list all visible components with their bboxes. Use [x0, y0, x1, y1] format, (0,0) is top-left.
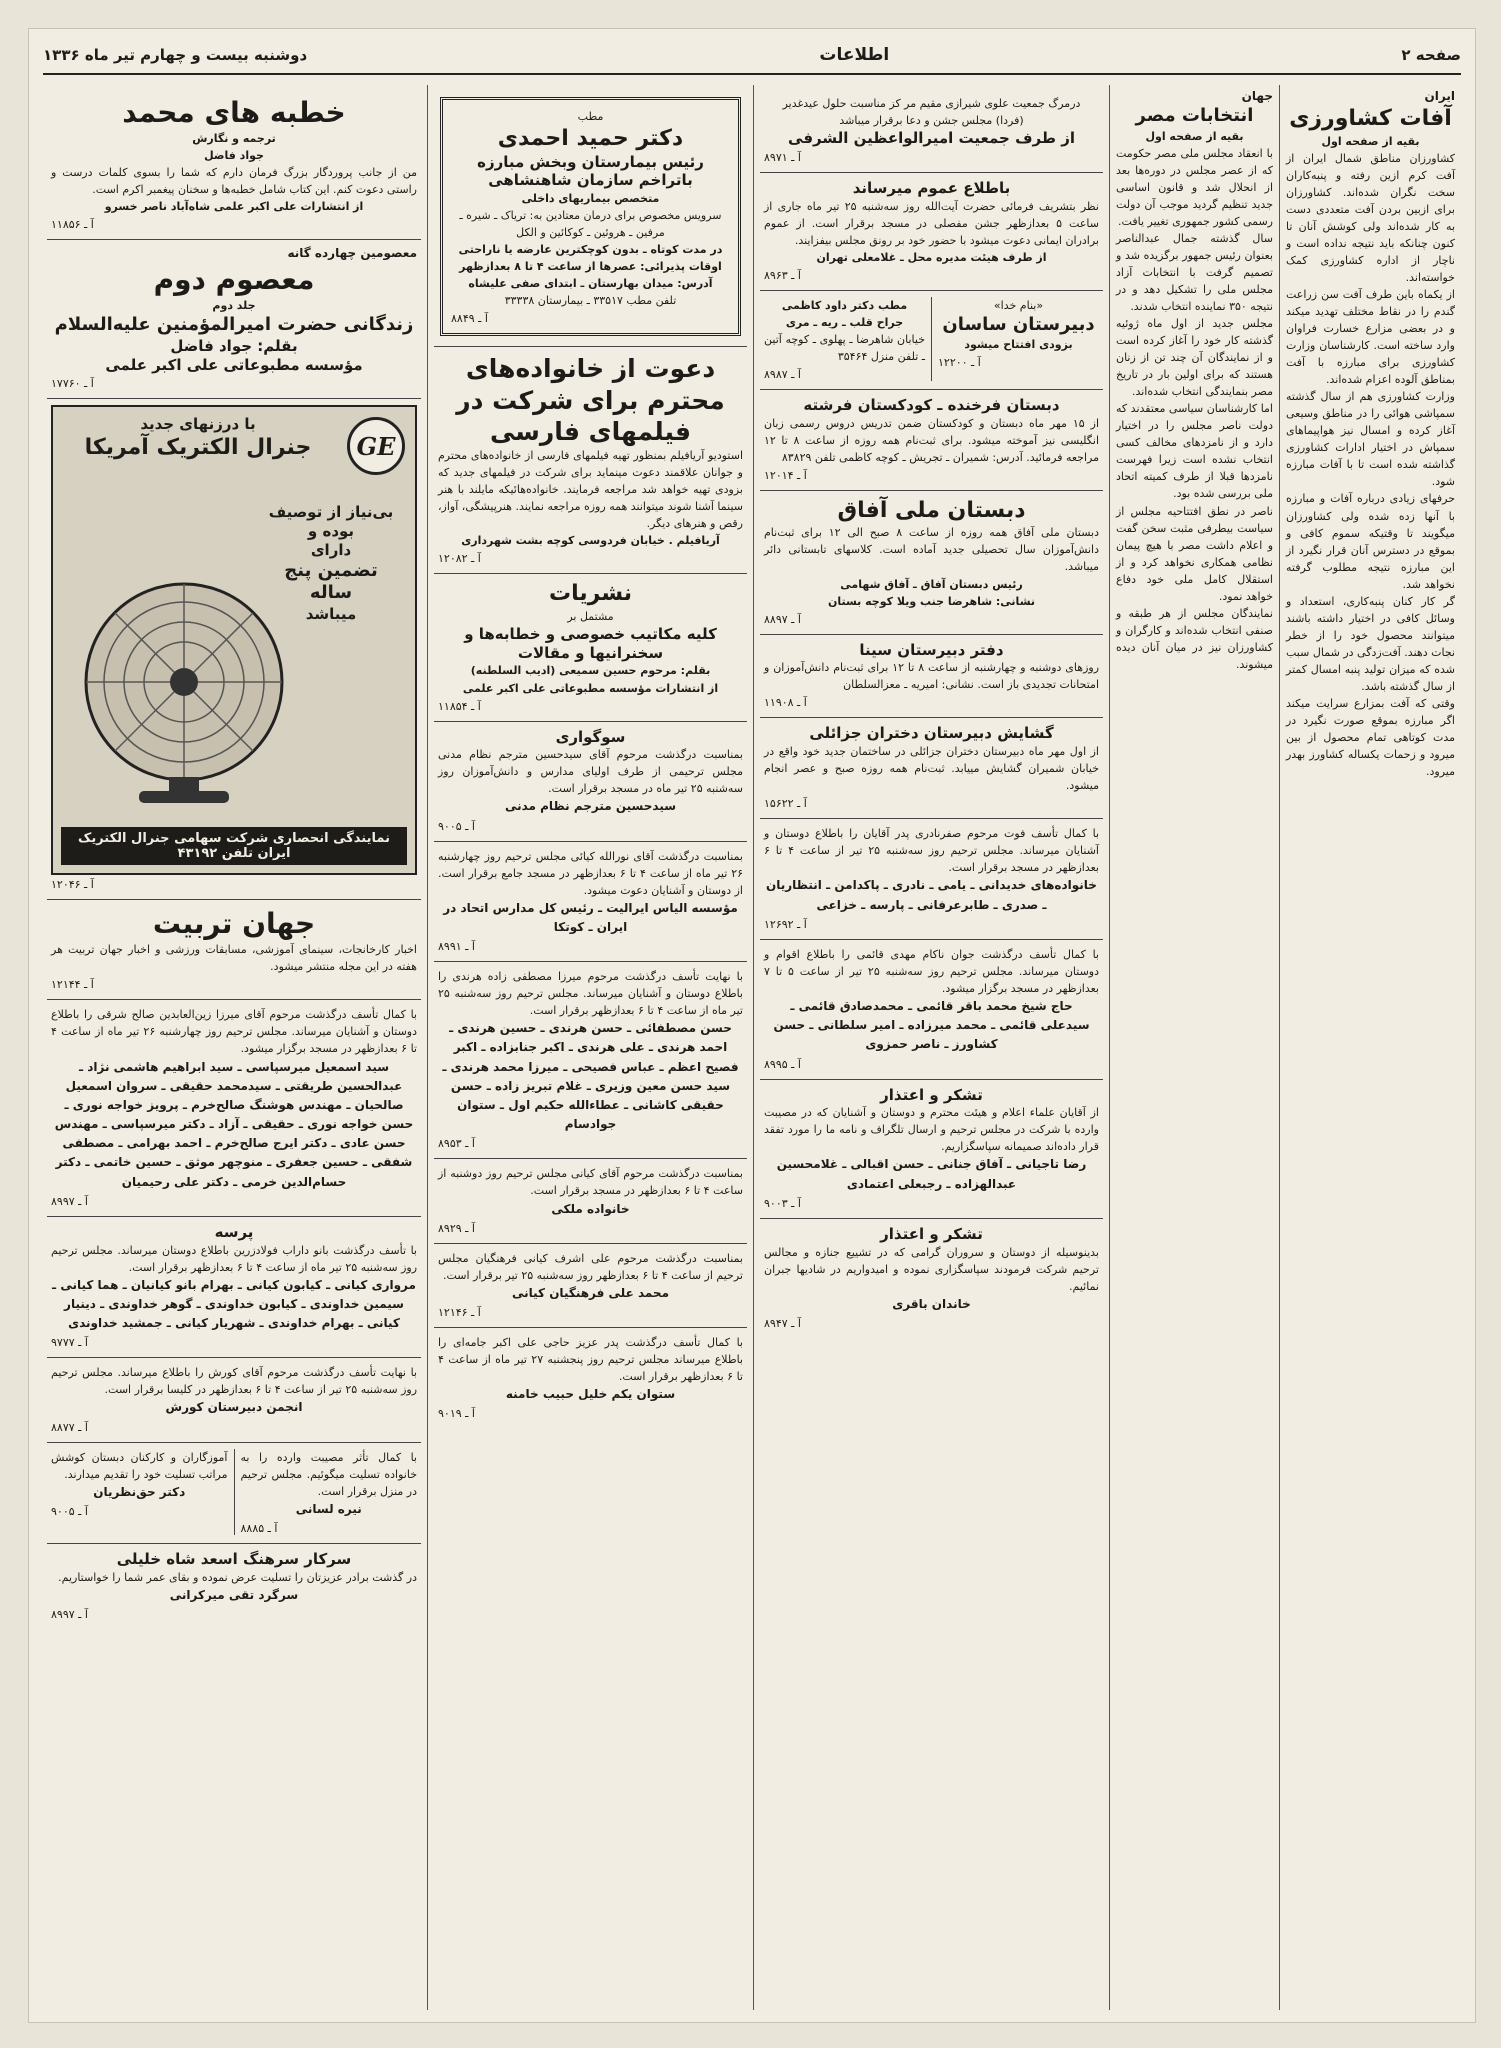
ad-body: استودیو آریافیلم بمنظور تهیه فیلمهای فارسی از خانواده‌های محترم و جوانان علاقمند دعوت مینماید برای شرکت در فیلمهای جدید که بزودی تهیه خواهد شد مراجعه فرمایند. خانواده‌هائیکه مایلند با هنر سینما آشنا شوند میتوانند همه روزه مراجعه نمایند. هنرپیشگی، آواز، رقص و هنرهای دیگر. — [438, 449, 743, 531]
ad-line: بی‌نیاز از توصیف بوده و — [268, 503, 394, 541]
condolence-salehi — [47, 1000, 421, 1216]
ad-code: آ ـ ۸۹۹۷ — [51, 1194, 88, 1208]
ad-title: دکتر حمید احمدی — [497, 126, 684, 152]
ad-tag: مطب — [577, 110, 604, 123]
ad-code: آ ـ ۸۹۸۷ — [764, 367, 801, 381]
ad-book-khotbeh — [47, 89, 421, 240]
condolence-ghaemi — [760, 940, 1103, 1080]
ad-body: روزهای دوشنبه و چهارشنبه از ساعت ۸ تا ۱۲ برای ثبت‌نام دانش‌آموزان و امتحانات تجدیدی باز است. نشانی: امیریه ـ معزالسلطان — [764, 661, 1100, 692]
ad-code: آ ـ ۸۹۵۳ — [438, 1137, 475, 1151]
ad-title: مطب دکتر داود کاظمی — [781, 298, 908, 312]
condolence-nadari — [760, 819, 1103, 940]
ad-body: از اول مهر ماه دبیرستان دختران جزائلی در ساختمان جدید خود واقع در خیابان شمیران گشایش مییابد. ثبت‌نام همه روزه صبح و عصر انجام میشود. — [764, 745, 1099, 793]
thanks-notice-1 — [760, 1080, 1103, 1219]
ad-code: آ ـ ۸۹۹۵ — [764, 1057, 801, 1071]
ad-code: آ ـ ۱۱۸۵۶ — [51, 218, 94, 232]
ad-sasan-school — [931, 297, 1099, 381]
ad-hours: اوقات پذیرائی: عصرها از ساعت ۴ تا ۸ بعدازظهر — [459, 260, 722, 274]
ad-code: آ ـ ۸۹۶۳ — [764, 268, 801, 282]
ad-distributor: نمایندگی انحصاری شرکت سهامی جنرال الکتریک ایران تلفن ۴۳۱۹۲ — [61, 827, 407, 865]
ad-spec: متخصص بیماریهای داخلی — [521, 192, 660, 206]
ad-code: آ ـ ۱۷۷۶۰ — [51, 377, 94, 391]
ge-logo: GE — [347, 417, 405, 475]
notice-nour-kiani — [434, 842, 747, 963]
ad-body: بدینوسیله از دوستان و سروران گرامی که در تشییع جنازه و مجالس ترحیم شرکت فرمودند سپاسگزاری نموده و امیدواریم در شادیها جبران نمائیم. — [764, 1245, 1099, 1293]
ad-title: دبستان ملی آفاق — [837, 497, 1026, 523]
ad-body: با کمال تأسف درگذشت جوان ناکام مهدی قائمی را باطلاع اقوام و دوستان میرساند. مجلس ترحیم روز سه‌شنبه ۲۵ تیر از ساعت ۵ تا ۷ بعدازظهر در مسجد برگزار میشود. — [764, 947, 1100, 995]
ad-names: مؤسسه الیاس ایرالیت ـ رئیس کل مدارس اتحاد در ایران ـ کوتکا — [443, 900, 738, 934]
article-paragraph: ناصر در نطق افتتاحیه مجلس از سیاست بیطرفی مثبت سخن گفت و اعلام داشت مصر با هیچ پیمان نظامی همکاری نخواهد کرد و از استقلال کامل ملی خود دفاع خواهد نمود. — [1116, 504, 1273, 603]
condolence-shahkhalili — [47, 1544, 421, 1629]
ad-body: با کمال تأسف فوت مرحوم صفرنادری پدر آقایان را باطلاع دوستان و آشنایان میرساند. مجلس ترحیم روز سه‌شنبه ۲۵ تیر از ساعت ۴ تا ۶ بعدازظهر در مسجد برقرار است. — [764, 827, 1099, 875]
ad-body: خیابان شاهرضا ـ پهلوی ـ کوچه آتین ـ تلفن منزل ۳۵۴۶۴ — [764, 332, 925, 363]
ad-sub: مشتمل بر — [567, 609, 614, 623]
newspaper-page — [28, 28, 1476, 2023]
ad-body: بمناسبت درگذشت مرحوم آقای کیانی مجلس ترحیم روز دوشنبه از ساعت ۴ تا ۶ بعدازظهر در مسجد برقرار است. — [438, 1167, 743, 1198]
newspaper-name: اطلاعات — [819, 45, 890, 65]
condolence-lesani — [234, 1449, 418, 1535]
ad-title: خطبه های محمد — [122, 96, 346, 129]
ad-names: ستوان یکم خلیل حبیب خامنه — [505, 1387, 676, 1402]
ad-sign: از طرف هیئت مدیره محل ـ غلامعلی تهران — [816, 250, 1047, 264]
ad-code: آ ـ ۱۲۰۴۶ — [51, 878, 94, 892]
article-paragraph: با انعقاد مجلس ملی مصر حکومت که از عصر مجلس در دوره‌ها بعد از انحلال شد و قانون اساسی جدید تنظیم گردید موجب آن دولت رسمی کشور جمهوری تغییر یافت. — [1116, 146, 1273, 228]
ad-title: پرسه — [214, 1222, 254, 1241]
ad-phone: تلفن مطب ۳۳۵۱۷ ـ بیمارستان ۳۳۳۳۸ — [504, 294, 677, 308]
ad-body: در گذشت برادر عزیزتان را تسلیت عرض نموده و بقای عمر شما را خواستاریم. — [58, 1570, 417, 1584]
ad-line: (فردا) مجلس جشن و دعا برقرار میباشد — [839, 114, 1024, 128]
ad-code: آ ـ ۸۹۷۱ — [764, 150, 801, 164]
ad-method: در مدت کوتاه ـ بدون کوچکترین عارضه یا ناراحتی — [458, 243, 723, 257]
condolence-kourosh — [47, 1358, 421, 1442]
ad-line: تضمین پنج ساله — [284, 559, 378, 604]
ad-code: آ ـ ۸۸۹۷ — [764, 612, 801, 626]
ad-names: سرگرد تقی میرکرانی — [169, 1587, 299, 1602]
ad-code: آ ـ ۹۰۰۵ — [438, 819, 475, 833]
ad-publisher: از انتشارات علی اکبر علمی شاه‌آباد ناصر خسرو — [104, 200, 364, 214]
ad-frame — [51, 405, 417, 875]
ad-sub: رئیس بیمارستان وبخش مبارزه باتراخم سازمان شاهنشاهی — [477, 152, 704, 190]
ad-body: از ۱۵ مهر ماه دبستان و کودکستان ضمن تدریس دروس رسمی زبان انگلیسی نیز آموخته میشود. برای ثبت‌نام همه روزه از ساعت ۸ تا ۱۲ مراجعه فرمائید. آدرس: شمیران ـ تجریش ـ کوچه کاظمی تلفن ۸۳۸۲۹ — [764, 416, 1100, 464]
ad-body: دبستان ملی آفاق همه روزه از ساعت ۸ صبح الی ۱۲ برای ثبت‌نام دانش‌آموزان سال تحصیلی جدید آماده است. کلاسهای تابستانی دائر میباشد. — [764, 526, 1099, 574]
article-paragraph: وزارت کشاورزی هم از سال گذشته سمپاشی هوائی را در مناطق وسیعی آغاز کرده و امسال نیز هواپیماهای سمپاش در اختیار ادارات کشاورزی گذاشته شده است تا با آفات مبارزه شود. — [1286, 390, 1455, 489]
ad-names: مرواری کیانی ـ کیابون کیانی ـ بهرام بانو کیانیان ـ هما کیانی ـ سیمین خداوندی ـ کیابون خداوندی ـ گوهر خداوندی ـ دینیار کیانی ـ بهرام خداوندی ـ شهریار کیانی ـ جمشید خداوندی — [52, 1277, 416, 1331]
article-title: انتخابات مصر — [1135, 105, 1254, 126]
ad-names: خانواده‌های خدیدانی ـ یامی ـ نادری ـ پاکدامن ـ انتظاریان ـ صدری ـ طابرعرفانی ـ پارسه ـ خزاعی — [766, 878, 1097, 912]
ad-title: سرکار سرهنگ اسعد شاه خلیلی — [116, 1549, 352, 1568]
ad-line: دارای — [310, 540, 352, 559]
article-paragraph: سال گذشته جمال عبدالناصر بعنوان رئیس جمهور برگزیده شد و تصمیم گرفت با انتخابات آزاد مجلس ملی را تشکیل دهد و در نتیجه ۳۵۰ نماینده انتخاب شدند. — [1116, 231, 1273, 313]
ad-title: باطلاع عموم میرساند — [852, 178, 1011, 197]
ad-sina-school — [760, 635, 1103, 719]
notice-kiani — [434, 1159, 747, 1243]
condolence-haghnazarian — [51, 1449, 228, 1535]
ad-line: درمرگ جمعیت علوی شیرازی مقیم مر کز مناسبت حلول عیدغدیر — [782, 97, 1081, 110]
ad-publisher: از انتشارات مؤسسه مطبوعاتی علی اکبر علمی — [462, 681, 719, 695]
ad-title: دعوت از خانواده‌های محترم برای شرکت در فیلمهای فارسی — [456, 354, 725, 446]
ad-code: آ ـ ۱۵۶۲۲ — [764, 797, 807, 811]
section-label: ایران — [1424, 89, 1455, 103]
ad-title: سوگواری — [555, 727, 626, 746]
ad-sub: کلیه مکاتیب خصوصی و خطابه‌ها و سخنرانیها و مقالات — [464, 624, 717, 662]
ad-code: آ ـ ۱۲۲۰۰ — [938, 356, 981, 370]
ad-sub: جراح قلب ـ ریه ـ مری — [785, 315, 904, 329]
ad-address: آریافیلم . خیابان فردوسی کوچه بشت شهرداری — [461, 534, 720, 548]
ad-code: آ ـ ۱۱۸۵۴ — [438, 699, 481, 713]
ad-sign: رئیس دبستان آفاق ـ آفاق شهامی — [840, 577, 1023, 591]
article-paragraph: اما کارشناسان سیاسی معتقدند که دولت ناصر مجلس را در اختیار دارد و از نامزدهای مخالف کسی انتخاب نشده است زیرا فهرست نامزدها قبلا از طرف کمیته اتحاد ملی بررسی شده بود. — [1116, 402, 1273, 501]
column-iran — [1279, 85, 1461, 2010]
section-label: جهان — [1241, 89, 1273, 103]
ad-body: من از جانب پروردگار بزرگ فرمان دارم که شما را بسوی کلمات درست و راستی دعوت کنم. این کتاب شامل خطبه‌ها و سخنان پیغمبر اکرم است. — [51, 166, 417, 197]
ad-body: با کمال تأثر مصیبت وارده را به خانواده تسلیت میگوئیم. مجلس ترحیم در منزل برقرار است. — [240, 1450, 417, 1498]
ad-names: رضا تاجیانی ـ آفاق جنانی ـ حسن اقبالی ـ غلامحسین عبدالهزاده ـ رجبعلی اعتمادی — [776, 1157, 1087, 1191]
ad-doctor-kazemi — [764, 297, 925, 381]
article-paragraph: از یکماه باین طرف آفت سن زراعت گندم را در نقاط مختلف تهدید میکند و در بعضی مزارع خسارت فراوان وارد ساخته است. کارشناسان وزارت کشاورزی برای مبارزه با آفت بمناطق آلوده اعزام شده‌اند. — [1286, 287, 1455, 387]
ad-code: آ ـ ۸۸۷۷ — [51, 1420, 88, 1434]
condolence-row — [47, 1443, 421, 1544]
ad-names: نیره لسانی — [295, 1501, 362, 1516]
ad-sub: ترجمه و نگارش — [192, 132, 276, 145]
ad-body: بمناسبت درگذشت مرحوم آقای سیدحسین مترجم نظام مدنی مجلس ترحیمی از طرف اولیای مدارس و دانش‌آموزان روز سه‌شنبه ۲۵ تیر ماه در مسجد برقرار است. — [438, 748, 743, 796]
ad-code: آ ـ ۸۹۴۷ — [764, 1316, 801, 1330]
column-ads-left — [41, 85, 427, 2010]
ad-code: آ ـ ۹۰۱۹ — [438, 1407, 475, 1421]
ad-names: محمد علی فرهنگیان کیانی — [511, 1285, 670, 1300]
ad-names: خانواده ملکی — [551, 1201, 630, 1216]
ad-sub: بزودی افتتاح میشود — [964, 338, 1073, 352]
article-title: آفات کشاورزی — [1289, 106, 1452, 131]
ad-body: اخبار کارخانجات، سینمای آموزشی، مسابقات ورزشی و اخبار جهان تربیت هر هفته در این مجله منتشر میشود. — [51, 943, 417, 974]
ad-line: با درزنهای جدید — [140, 415, 256, 434]
ad-address: نشانی: شاهرضا جنب ویلا کوچه بستان — [827, 594, 1036, 608]
ad-code: آ ـ ۹۰۰۳ — [764, 1196, 801, 1210]
ad-code: آ ـ ۹۰۰۵ — [51, 1504, 88, 1518]
ad-row — [760, 291, 1103, 390]
ad-title: نشریات — [549, 581, 632, 607]
ad-body: بمناسبت درگذشت آقای نورالله کیائی مجلس ترحیم روز چهارشنبه ۲۶ تیر ماه از ساعت ۴ تا ۶ بعدازظهر در مسجد جامع برقرار است. از دوستان و آشنایان دعوت میشود. — [438, 849, 744, 897]
column-notices — [753, 85, 1109, 2010]
column-world — [1109, 85, 1279, 2010]
page-number: صفحه ۲ — [1401, 46, 1461, 64]
article-paragraph: حرفهای زیادی درباره آفات و مبارزه با آنها زده شده ولی کشاورزان میگویند تا وقتیکه سموم کافی و بموقع در دسترس آنان قرار نگیرد از این مبارزه نتیجه مطلوب گرفته نخواهد شد. — [1286, 492, 1455, 591]
ad-body: از آقایان علماء اعلام و هیئت محترم و دوستان و آشنایان که در مصیبت وارده با شرکت در مجلس ترحیم و ارسال تلگراف و نامه ما را مورد تفقد قرار داده‌اند صمیمانه سپاسگزاریم. — [764, 1106, 1099, 1154]
ad-general-electric-fan — [47, 399, 421, 900]
ad-film-casting — [434, 347, 747, 574]
ad-code: آ ـ ۸۹۲۹ — [438, 1221, 475, 1235]
ad-title: تشکر و اعتذار — [880, 1224, 983, 1243]
ad-code: آ ـ ۱۲۰۸۲ — [438, 552, 481, 566]
ad-author: بقلم: جواد فاضل — [170, 336, 298, 355]
ad-body: با کمال تأسف درگذشت مرحوم آقای میرزا زین‌العابدین صالح شرقی را باطلاع دوستان و آشنایان میرساند. مجلس ترحیم روز چهارشنبه ۲۶ تیر ماه از ساعت ۴ تا ۶ بعدازظهر در مسجد برگزار میشود. — [51, 1008, 417, 1056]
page-header — [43, 37, 1461, 75]
ad-title: جهان تربیت — [152, 907, 316, 941]
ad-sign: از طرف جمعیت امیرالواعظین الشرفی — [788, 129, 1075, 148]
ad-names: سید اسمعیل میرسپاسی ـ سید ابراهیم هاشمی نژاد ـ عبدالحسین طریقتی ـ سیدمحمد حقیقی ـ سروان اسمعیل صالحیان ـ مهندس هوشنگ صالح‌خرم ـ پرویز خواجه نوری ـ حسن خواجه نوری ـ حقیقی ـ آزاد ـ دکتر میرسپاسی ـ مهندس حسن عادی ـ دکتر ایرج صالح‌خرم ـ احمد بهرامی ـ مصطفی شفقی ـ حسین جعفری ـ منوچهر موثق ـ حسین خاتمی ـ دکتر حسام‌الدین خرمی ـ دکتر علی رحیمیان — [54, 1059, 414, 1189]
ad-code: آ ـ ۸۹۹۷ — [51, 1607, 88, 1621]
ad-body: با کمال تأسف درگذشت پدر عزیز حاجی علی اکبر جامه‌ای را باطلاع میرساند مجلس ترحیم روز پنجشنبه ۲۷ تیر ماه از ساعت ۴ تا ۶ بعدازظهر برقرار است. — [438, 1335, 743, 1384]
ad-code: آ ـ ۱۲۱۴۶ — [438, 1305, 481, 1319]
ad-body: با تأسف درگذشت بانو داراب فولادزرین باطلاع دوستان میرساند. مجلس ترحیم روز سه‌شنبه ۲۵ تیر ماه از ساعت ۴ تا ۶ بعدازظهر برقرار است. — [51, 1243, 417, 1274]
article-paragraph: مجلس جدید از اول ماه ژوئیه گذشته کار خود را آغاز کرده است و از نمایندگان آن چند تن از زنان هستند که برای اولین بار در تاریخ مصر بنمایندگی انتخاب شده‌اند. — [1116, 317, 1273, 399]
ad-line: میباشد — [305, 604, 357, 623]
ad-title: جنرال الکتریک آمریکا — [84, 435, 312, 461]
notice-mourning — [434, 722, 747, 842]
ad-body: سرویس مخصوص برای درمان معتادین به: تریاک ـ شیره ـ مرفین ـ هروئین ـ کوکائین و الکل — [459, 209, 722, 240]
ad-body: با نهایت تأسف درگذشت مرحوم آقای کورش را باطلاع میرساند. مجلس ترحیم روز سه‌شنبه ۲۵ تیر از ساعت ۴ تا ۶ بعدازظهر در کلیسا برقرار است. — [51, 1366, 417, 1397]
ad-names: حاج شیخ محمد باقر قائمی ـ محمدصادق قائمی ـ سیدعلی قائمی ـ محمد میرزاده ـ امیر سلطانی ـ حسن کشاورز ـ ناصر حمزوی — [773, 998, 1090, 1052]
condolence-kiani-family — [47, 1217, 421, 1358]
ad-book-masoum — [47, 240, 421, 399]
ad-code: آ ـ ۸۸۴۹ — [451, 312, 488, 326]
ad-title: دبیرستان ساسان — [942, 313, 1095, 335]
thanks-notice-2 — [760, 1219, 1103, 1338]
article-paragraph: کشاورزان مناطق شمال ایران از آفت کرم ازین رفته و پنبه‌کاران سخت نگران شده‌اند. کشاورزان برای ازبین بردن آفت متعددی دست به کار شده‌اند ولی کوشش آنان تا کنون چنانکه باید نتیجه نداده است و ناچار از اداره کشاورزی کمک خواسته‌اند. — [1286, 151, 1455, 284]
ad-tag: معصومین چهارده گانه — [287, 246, 417, 261]
ad-author: جواد فاضل — [204, 149, 264, 163]
continuation-note: بقیه از صفحه اول — [1321, 134, 1420, 148]
ad-title: معصوم دوم — [153, 263, 315, 297]
ad-pre: «بنام خدا» — [993, 298, 1044, 312]
ad-code: آ ـ ۹۷۷۷ — [51, 1336, 88, 1350]
article-paragraph: گر کار کنان پنبه‌کاری، استعداد و وسائل کافی در اختیار داشته باشند میتوانند محصول خود را از خطر نجات دهند. آفت‌زدگی در شمال سبب شده که میزان تولید پنبه امسال کمتر از سال گذشته باشد. — [1286, 594, 1455, 693]
ad-names: خاندان باقری — [892, 1296, 971, 1311]
ad-body: با نهایت تأسف درگذشت مرحوم میرزا مصطفی زاده هرندی را باطلاع دوستان و آشنایان میرساند. مجلس ترحیم روز سه‌شنبه ۲۵ تیر ماه از ساعت ۴ تا ۶ بعدازظهر برقرار است. — [438, 970, 743, 1018]
ad-code: آ ـ ۱۱۹۰۸ — [764, 696, 807, 710]
ad-vol: جلد دوم — [212, 299, 256, 313]
article-paragraph: وقتی که آفت بمزارع سرایت میکند اگر مبارزه بموقع صورت نگیرد در مدت کوتاهی تمام محصول از بین میرود و زحمات یکساله کشاورز بهدر میرود. — [1286, 697, 1455, 779]
electric-fan-icon — [69, 577, 299, 807]
ad-body: آموزگاران و کارکنان دبستان کوشش مراتب تسلیت خود را تقدیم میدارند. — [51, 1450, 228, 1481]
ad-body: بمناسبت درگذشت مرحوم علی اشرف کیانی فرهنگیان مجلس ترحیم از ساعت ۴ تا ۶ بعدازظهر روز سه‌شنبه ۲۵ تیر برقرار است. — [438, 1251, 743, 1282]
column-ads-center — [427, 85, 753, 2010]
ad-sub: زندگانی حضرت امیرالمؤمنین علیه‌السلام — [54, 314, 414, 336]
ad-names: سیدحسین مترجم نظام مدنی — [504, 799, 677, 814]
ad-title: تشکر و اعتذار — [880, 1085, 983, 1104]
ad-address: آدرس: میدان بهارستان ـ ابتدای صفی علیشاه — [468, 277, 713, 291]
notice-mirza-harandi — [434, 962, 747, 1159]
ad-body: نظر بتشریف فرمائی حضرت آیت‌الله روز سه‌شنبه ۲۵ تیر ماه جاری از ساعت ۵ بعدازظهر جشن مفصلی در مسجد برقرار است. از عموم برادران ایمانی دعوت میشود با حضور خود بر رونق مجلس بیفزایند. — [764, 199, 1099, 247]
ad-afagh-school — [760, 491, 1103, 635]
ad-publisher: مؤسسه مطبوعاتی علی اکبر علمی — [105, 355, 363, 374]
ad-ghadir — [760, 89, 1103, 173]
issue-date: دوشنبه بیست و چهارم تیر ماه ۱۳۳۶ — [43, 46, 308, 64]
ad-title: دفتر دبیرستان سینا — [859, 640, 1004, 659]
ad-jazayeri-school — [760, 718, 1103, 819]
ad-code: آ ـ ۸۸۸۵ — [240, 1521, 278, 1535]
ad-code: آ ـ ۱۲۰۱۴ — [764, 468, 807, 482]
ad-code: آ ـ ۸۹۹۱ — [438, 940, 475, 954]
ad-names: حسن مصطفائی ـ حسن هرندی ـ حسین هرندی ـ احمد هرندی ـ علی هرندی ـ اکبر جنابزاده ـ اکبر فصیح اعظم ـ عباس فصیحی ـ میرزا محمد هرندی ـ سید حسن معین وزیری ـ غلام تبریز زاده ـ حسن حقیقی کاشانی ـ عطاءالله حکیم اول ـ ستوان جوادسام — [442, 1021, 739, 1132]
notice-ashraf-kiani — [434, 1244, 747, 1328]
ad-frame — [440, 97, 741, 336]
ad-jahan-tarbiat — [47, 900, 421, 1000]
ad-title: گشایش دبیرستان دختران جزائلی — [809, 724, 1054, 743]
ad-names: دکتر حق‌نظریان — [93, 1484, 186, 1499]
continuation-note: بقیه از صفحه اول — [1145, 129, 1244, 143]
ad-farkhondeh-school — [760, 390, 1103, 491]
article-paragraph: نمایندگان مجلس از هر طبقه و صنفی انتخاب شده‌اند و کارگران و کشاورزان نیز در میان آنان دیده میشوند. — [1116, 606, 1273, 671]
ad-doctor-ahmadi — [434, 89, 747, 347]
ad-code: آ ـ ۱۲۱۴۴ — [51, 978, 94, 992]
ad-title: دبستان فرخنده ـ کودکستان فرشته — [803, 395, 1060, 414]
ad-public-notice — [760, 173, 1103, 291]
ad-publications — [434, 574, 747, 721]
ad-code: آ ـ ۱۲۶۹۲ — [764, 917, 807, 931]
notice-jamehei — [434, 1328, 747, 1428]
ad-author: بقلم: مرحوم حسین سمیعی (ادیب السلطنه) — [470, 664, 711, 678]
ad-names: انجمن دبیرستان کورش — [165, 1400, 303, 1415]
